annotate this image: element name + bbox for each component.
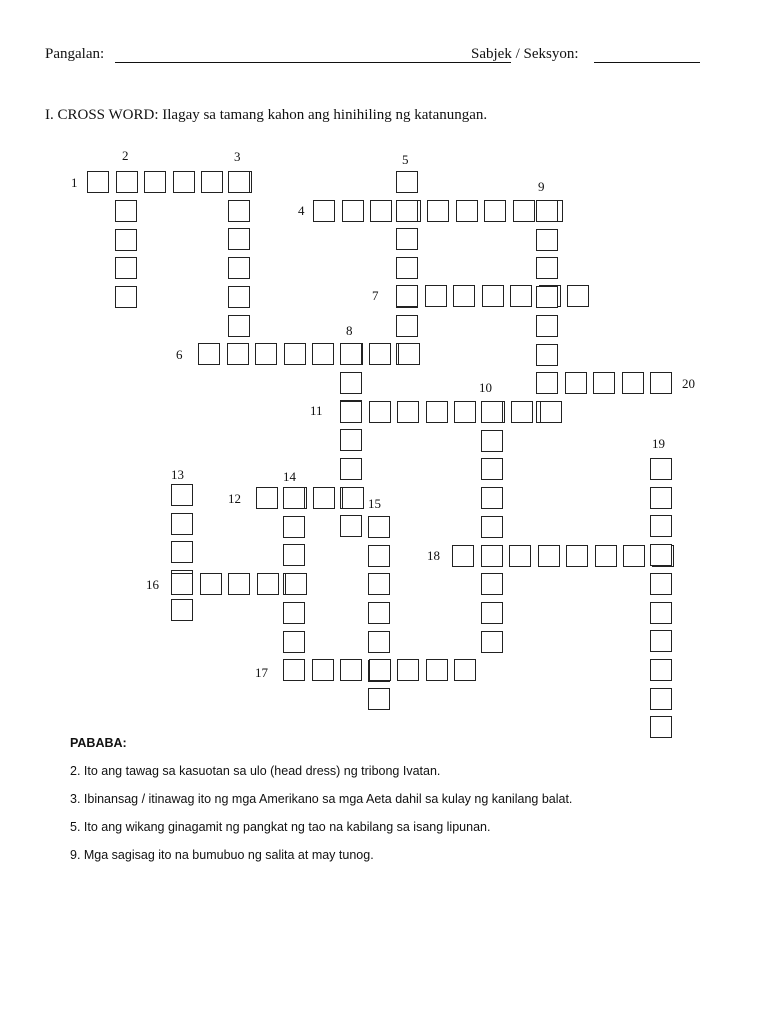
- crossword-cell[interactable]: [369, 401, 391, 423]
- crossword-cell[interactable]: [228, 171, 250, 193]
- crossword-cell[interactable]: [340, 401, 362, 423]
- crossword-cell[interactable]: [452, 545, 474, 567]
- clue-number-4: 4: [298, 203, 305, 218]
- crossword-cell[interactable]: [536, 344, 558, 366]
- crossword-cell[interactable]: [228, 286, 250, 308]
- clue-number-17: 17: [255, 665, 268, 680]
- crossword-cell[interactable]: [200, 573, 222, 595]
- crossword-cell[interactable]: [396, 315, 418, 337]
- crossword-cell[interactable]: [312, 659, 334, 681]
- crossword-cell[interactable]: [115, 286, 137, 308]
- clue-number-5: 5: [402, 152, 409, 167]
- crossword-cell[interactable]: [650, 573, 672, 595]
- crossword-cell[interactable]: [398, 343, 420, 365]
- subject-section-blank-line[interactable]: [594, 62, 700, 63]
- crossword-cell[interactable]: [340, 343, 362, 365]
- crossword-cell[interactable]: [622, 372, 644, 394]
- crossword-cell[interactable]: [650, 602, 672, 624]
- crossword-cell[interactable]: [340, 458, 362, 480]
- crossword-cell[interactable]: [536, 200, 558, 222]
- crossword-cell[interactable]: [198, 343, 220, 365]
- crossword-cell[interactable]: [255, 343, 277, 365]
- crossword-cell[interactable]: [456, 200, 478, 222]
- crossword-cell[interactable]: [228, 573, 250, 595]
- crossword-cell[interactable]: [567, 285, 589, 307]
- crossword-cell[interactable]: [256, 487, 278, 509]
- crossword-cell[interactable]: [540, 401, 562, 423]
- crossword-cell[interactable]: [481, 602, 503, 624]
- clue-number-18: 18: [427, 548, 440, 563]
- crossword-cell[interactable]: [283, 544, 305, 566]
- crossword-cell[interactable]: [312, 343, 334, 365]
- crossword-cell[interactable]: [369, 659, 391, 681]
- crossword-cell[interactable]: [481, 516, 503, 538]
- crossword-cell[interactable]: [650, 515, 672, 537]
- crossword-cell[interactable]: [228, 315, 250, 337]
- clue-number-9: 9: [538, 179, 545, 194]
- name-blank-line[interactable]: [115, 62, 511, 63]
- crossword-cell[interactable]: [201, 171, 223, 193]
- crossword-cell[interactable]: [536, 257, 558, 279]
- crossword-cell[interactable]: [396, 200, 418, 222]
- crossword-cell[interactable]: [397, 401, 419, 423]
- crossword-cell[interactable]: [171, 541, 193, 563]
- crossword-cell[interactable]: [368, 573, 390, 595]
- clue-number-8: 8: [346, 323, 353, 338]
- crossword-cell[interactable]: [283, 516, 305, 538]
- crossword-cell[interactable]: [368, 516, 390, 538]
- crossword-cell[interactable]: [511, 401, 533, 423]
- clue-number-2: 2: [122, 148, 129, 163]
- crossword-cell[interactable]: [650, 458, 672, 480]
- crossword-cell[interactable]: [171, 513, 193, 535]
- crossword-cell[interactable]: [536, 229, 558, 251]
- crossword-cell[interactable]: [257, 573, 279, 595]
- clue-number-1: 1: [71, 175, 78, 190]
- clue-number-19: 19: [652, 436, 665, 451]
- clue-item: 9. Mga sagisag ito na bumubuo ng salita at may tunog.: [70, 848, 374, 862]
- crossword-cell[interactable]: [538, 545, 560, 567]
- crossword-cell[interactable]: [115, 200, 137, 222]
- crossword-cell[interactable]: [368, 631, 390, 653]
- crossword-cell[interactable]: [340, 429, 362, 451]
- clue-number-13: 13: [171, 467, 184, 482]
- crossword-cell[interactable]: [427, 200, 449, 222]
- crossword-cell[interactable]: [283, 631, 305, 653]
- crossword-cell[interactable]: [115, 229, 137, 251]
- crossword-cell[interactable]: [481, 401, 503, 423]
- crossword-cell[interactable]: [566, 545, 588, 567]
- crossword-cell[interactable]: [228, 200, 250, 222]
- crossword-cell[interactable]: [342, 487, 364, 509]
- crossword-cell[interactable]: [484, 200, 506, 222]
- crossword-cell[interactable]: [426, 659, 448, 681]
- clues-heading: PABABA:: [70, 736, 127, 750]
- crossword-cell[interactable]: [481, 545, 503, 567]
- clue-number-20: 20: [682, 376, 695, 391]
- crossword-cell[interactable]: [171, 599, 193, 621]
- crossword-cell[interactable]: [593, 372, 615, 394]
- crossword-cell[interactable]: [482, 285, 504, 307]
- crossword-cell[interactable]: [481, 458, 503, 480]
- crossword-cell[interactable]: [396, 228, 418, 250]
- student-info-header: [45, 46, 725, 68]
- clue-number-7: 7: [372, 288, 379, 303]
- crossword-cell[interactable]: [313, 200, 335, 222]
- crossword-cell[interactable]: [454, 401, 476, 423]
- crossword-cell[interactable]: [228, 228, 250, 250]
- crossword-cell[interactable]: [536, 372, 558, 394]
- crossword-cell[interactable]: [370, 200, 392, 222]
- crossword-cell[interactable]: [313, 487, 335, 509]
- crossword-cell[interactable]: [173, 171, 195, 193]
- crossword-cell[interactable]: [650, 659, 672, 681]
- crossword-cell[interactable]: [650, 630, 672, 652]
- clue-number-14: 14: [283, 469, 296, 484]
- crossword-cell[interactable]: [283, 602, 305, 624]
- crossword-cell[interactable]: [340, 659, 362, 681]
- crossword-cell[interactable]: [368, 602, 390, 624]
- crossword-cell[interactable]: [396, 171, 418, 193]
- crossword-cell[interactable]: [454, 659, 476, 681]
- clue-item: 5. Ito ang wikang ginagamit ng pangkat ng tao na kabilang sa isang lipunan.: [70, 820, 491, 834]
- clues-section: [70, 736, 710, 876]
- clue-number-11: 11: [310, 403, 323, 418]
- crossword-cell[interactable]: [283, 659, 305, 681]
- crossword-cell[interactable]: [650, 372, 672, 394]
- crossword-cell[interactable]: [368, 545, 390, 567]
- instructions: I. CROSS WORD: Ilagay sa tamang kahon ang hinihiling ng katanungan.: [45, 107, 488, 123]
- crossword-cell[interactable]: [115, 257, 137, 279]
- crossword-cell[interactable]: [228, 257, 250, 279]
- crossword-cell[interactable]: [396, 257, 418, 279]
- crossword-cell[interactable]: [509, 545, 531, 567]
- clue-number-10: 10: [479, 380, 492, 395]
- crossword-cell[interactable]: [144, 171, 166, 193]
- crossword-cell[interactable]: [87, 171, 109, 193]
- crossword-cell[interactable]: [340, 372, 362, 394]
- crossword-cell[interactable]: [481, 631, 503, 653]
- clue-item: 2. Ito ang tawag sa kasuotan sa ulo (head dress) ng tribong Ivatan.: [70, 764, 441, 778]
- crossword-cell[interactable]: [340, 515, 362, 537]
- crossword-cell[interactable]: [342, 200, 364, 222]
- clue-number-3: 3: [234, 149, 241, 164]
- crossword-cell[interactable]: [285, 573, 307, 595]
- crossword-cell[interactable]: [396, 285, 418, 307]
- crossword-cell[interactable]: [623, 545, 645, 567]
- clue-number-12: 12: [228, 491, 241, 506]
- clue-item: 3. Ibinansag / itinawag ito ng mga Amerikano sa mga Aeta dahil sa kulay ng kanilang balat.: [70, 792, 573, 806]
- crossword-cell[interactable]: [650, 688, 672, 710]
- crossword-cell[interactable]: [481, 487, 503, 509]
- crossword-cell[interactable]: [481, 573, 503, 595]
- crossword-cell[interactable]: [565, 372, 587, 394]
- clue-number-15: 15: [368, 496, 381, 511]
- crossword-cell[interactable]: [283, 487, 305, 509]
- crossword-cell[interactable]: [481, 430, 503, 452]
- crossword-cell[interactable]: [513, 200, 535, 222]
- crossword-cell[interactable]: [171, 573, 193, 595]
- crossword-cell[interactable]: [369, 343, 391, 365]
- subject-section-label: Sabjek / Seksyon:: [471, 46, 579, 62]
- crossword-cell[interactable]: [536, 286, 558, 308]
- crossword-cell[interactable]: [650, 487, 672, 509]
- crossword-cell[interactable]: [453, 285, 475, 307]
- clue-number-6: 6: [176, 347, 183, 362]
- clue-number-16: 16: [146, 577, 159, 592]
- crossword-cell[interactable]: [171, 484, 193, 506]
- crossword-cell[interactable]: [284, 343, 306, 365]
- crossword-cell[interactable]: [510, 285, 532, 307]
- crossword-cell[interactable]: [227, 343, 249, 365]
- crossword-cell[interactable]: [650, 716, 672, 738]
- crossword-cell[interactable]: [116, 171, 138, 193]
- name-label: Pangalan:: [45, 46, 105, 62]
- crossword-cell[interactable]: [425, 285, 447, 307]
- crossword-cell[interactable]: [650, 544, 672, 566]
- crossword-cell[interactable]: [397, 659, 419, 681]
- crossword-cell[interactable]: [536, 315, 558, 337]
- crossword-cell[interactable]: [368, 688, 390, 710]
- crossword-cell[interactable]: [595, 545, 617, 567]
- crossword-cell[interactable]: [426, 401, 448, 423]
